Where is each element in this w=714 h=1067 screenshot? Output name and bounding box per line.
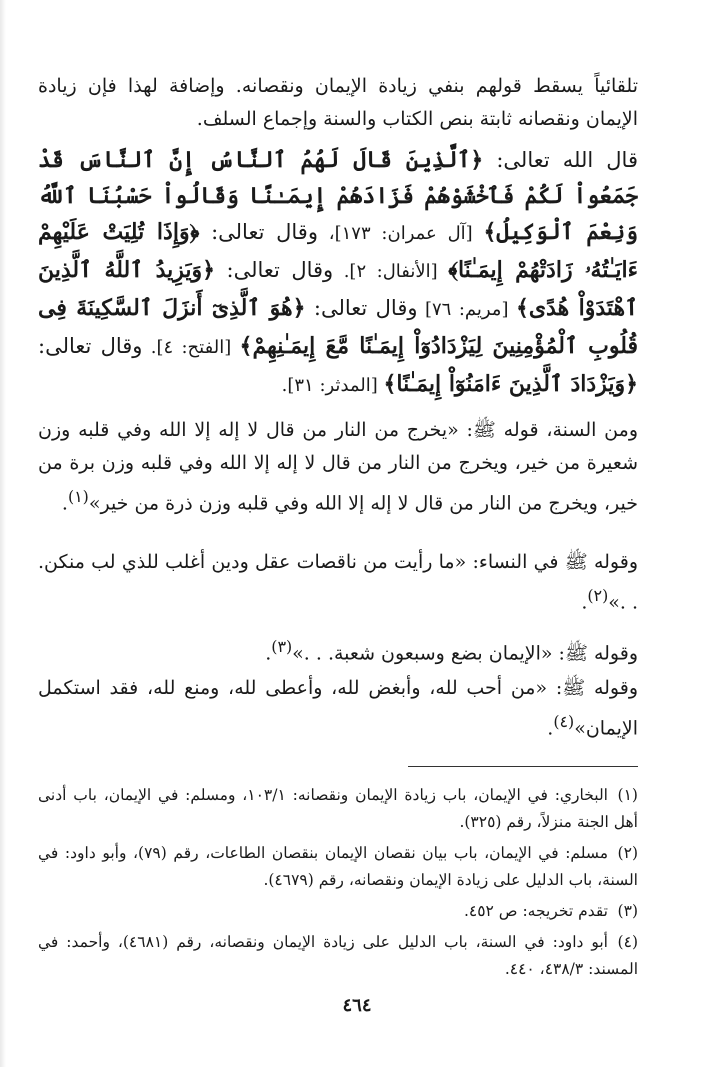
ahabba-end: . xyxy=(547,717,554,740)
verse5-reference: [المدثر: ٣١]. xyxy=(281,375,384,396)
verse2-lead: وقال تعالى: xyxy=(199,220,318,244)
sunnah-text xyxy=(38,414,638,520)
verse1-quote: ﴿ٱلَّذِينَ قَالَ لَهُمُ ٱلنَّاسُ إِنَّ ٱلنَّاسَ قَدْ جَمَعُواْ لَكُمْ فَٱخْشَوْهُمْ فَزَادَهُمْ إِيمَـٰنًا وَقَالُواْ حَسْبُنَا ٱللَّهُ وَنِعْمَ ٱلْوَكِيلُ﴾ xyxy=(38,147,638,245)
footnote-number: (٤) xyxy=(617,933,638,951)
scan-shadow-edge xyxy=(0,0,6,1067)
shuab-text xyxy=(38,630,638,670)
verse4-reference: [الفتح: ٤]. xyxy=(142,337,240,358)
verse2-reference: [الأنفال: ٢]. xyxy=(333,261,449,282)
nisaa-hadith: «ما رأيت من ناقصات عقل ودين أغلب للذي لب منكن. . .» xyxy=(38,551,638,614)
ahabba-text xyxy=(38,672,638,745)
verse5-quote: ﴿وَيَزْدَادَ ٱلَّذِينَ ءَامَنُوٓاْ إِيمَـٰنًا﴾ xyxy=(383,371,638,397)
verse2-quote: ﴿وَإِذَا تُلِيَتْ عَلَيْهِمْ ءَايَـٰتُهُۥ زَادَتْهُمْ إِيمَـٰنًا﴾ xyxy=(38,219,638,283)
footnote-marker-2[interactable]: (٢) xyxy=(587,586,609,605)
footnote-divider xyxy=(408,766,638,767)
verse3-quote: ﴿وَيَزِيدُ ٱللَّهُ ٱلَّذِينَ ٱهْتَدَوْاْ هُدًى﴾ xyxy=(38,257,639,321)
shuab-lead: وقوله ﷺ: xyxy=(552,642,638,665)
nisaa-paragraph xyxy=(38,546,638,619)
footnote-item xyxy=(38,898,638,925)
nisaa-lead: وقوله ﷺ في النساء: xyxy=(466,551,638,573)
footnote-text: البخاري: في الإيمان، باب زيادة الإيمان ونقصانه: ١٠٣/١، ومسلم: في الإيمان، باب أدنى أهل الجنة منزلاً، رقم (٣٢٥). xyxy=(38,786,638,831)
verse1-lead: قال الله تعالى: xyxy=(483,148,638,172)
footnote-item xyxy=(38,929,638,983)
verse4-quote: ﴿هُوَ ٱلَّذِىٓ أَنزَلَ ٱلسَّكِينَةَ فِى قُلُوبِ ٱلْمُؤْمِنِينَ لِيَزْدَادُوٓاْ إِيمَـٰنًا مَّعَ إِيمَـٰنِهِمْ﴾ xyxy=(38,295,639,359)
footnote-text: مسلم: في الإيمان، باب بيان نقصان الإيمان بنقصان الطاعات، رقم (٧٩)، وأبو داود: في السنة، باب الدليل على زيادة الإيمان ونقصانه، رقم (٤٦٧٩). xyxy=(38,844,638,889)
footnote-text: تقدم تخريجه: ص ٤٥٢. xyxy=(463,902,608,920)
ahabba-lead: وقوله ﷺ: xyxy=(547,677,638,699)
sunnah-paragraph xyxy=(38,414,638,520)
footnote-marker-3[interactable]: (٣) xyxy=(271,637,293,656)
ahabba-paragraph xyxy=(38,672,638,745)
verses-text xyxy=(38,142,638,404)
verse5-lead: وقال تعالى: xyxy=(38,334,143,358)
footnotes-section xyxy=(38,782,638,987)
intro-paragraph xyxy=(38,70,638,136)
quran-verses-paragraph xyxy=(38,142,638,404)
ahabba-hadith: «من أحب لله، وأبغض لله، وأعطى لله، ومنع لله، فقد استكمل الإيمان» xyxy=(38,677,638,740)
footnote-text: أبو داود: في السنة، باب الدليل على زيادة الإيمان ونقصانه، رقم (٤٦٨١)، وأحمد: في المسند: ٤٣٨/٣، ٤٤٠. xyxy=(38,933,638,978)
footnote-marker-1[interactable]: (١) xyxy=(67,487,89,506)
verse1-reference: [آل عمران: ١٧٣]، xyxy=(318,223,484,244)
verse4-lead: وقال تعالى: xyxy=(305,296,418,320)
footnote-item xyxy=(38,782,638,836)
sunnah-end: . xyxy=(61,492,68,515)
shuab-end: . xyxy=(265,642,272,665)
verse3-lead: وقال تعالى: xyxy=(215,258,334,282)
nisaa-text xyxy=(38,546,638,619)
nisaa-end: . xyxy=(581,591,588,614)
footnote-number: (٣) xyxy=(617,902,638,920)
shuab-paragraph xyxy=(38,630,638,670)
footnote-item xyxy=(38,840,638,894)
shuab-hadith: «الإيمان بضع وسبعون شعبة. . .» xyxy=(292,642,553,665)
intro-text: تلقائياً يسقط قولهم بنفي زيادة الإيمان ونقصانه. وإضافة لهذا فإن زيادة الإيمان ونقصانه ثابتة بنص الكتاب والسنة وإجماع السلف. xyxy=(38,75,638,130)
footnote-marker-4[interactable]: (٤) xyxy=(553,712,575,731)
page-number: ٤٦٤ xyxy=(342,995,372,1016)
verse3-reference: [مريم: ٧٦] xyxy=(417,299,516,320)
sunnah-hadith: «يخرج من النار من قال لا إله إلا الله وفي قلبه وزن شعيرة من خير، ويخرج من النار من قال لا إله إلا الله وفي قلبه وزن برة من خير، ويخرج من النار من قال لا إله إلا الله وفي قلبه وزن ذرة من خير» xyxy=(38,419,638,515)
sunnah-lead: ومن السنة، قوله ﷺ: xyxy=(458,419,638,441)
footnote-number: (١) xyxy=(617,786,638,804)
footnote-number: (٢) xyxy=(617,844,638,862)
